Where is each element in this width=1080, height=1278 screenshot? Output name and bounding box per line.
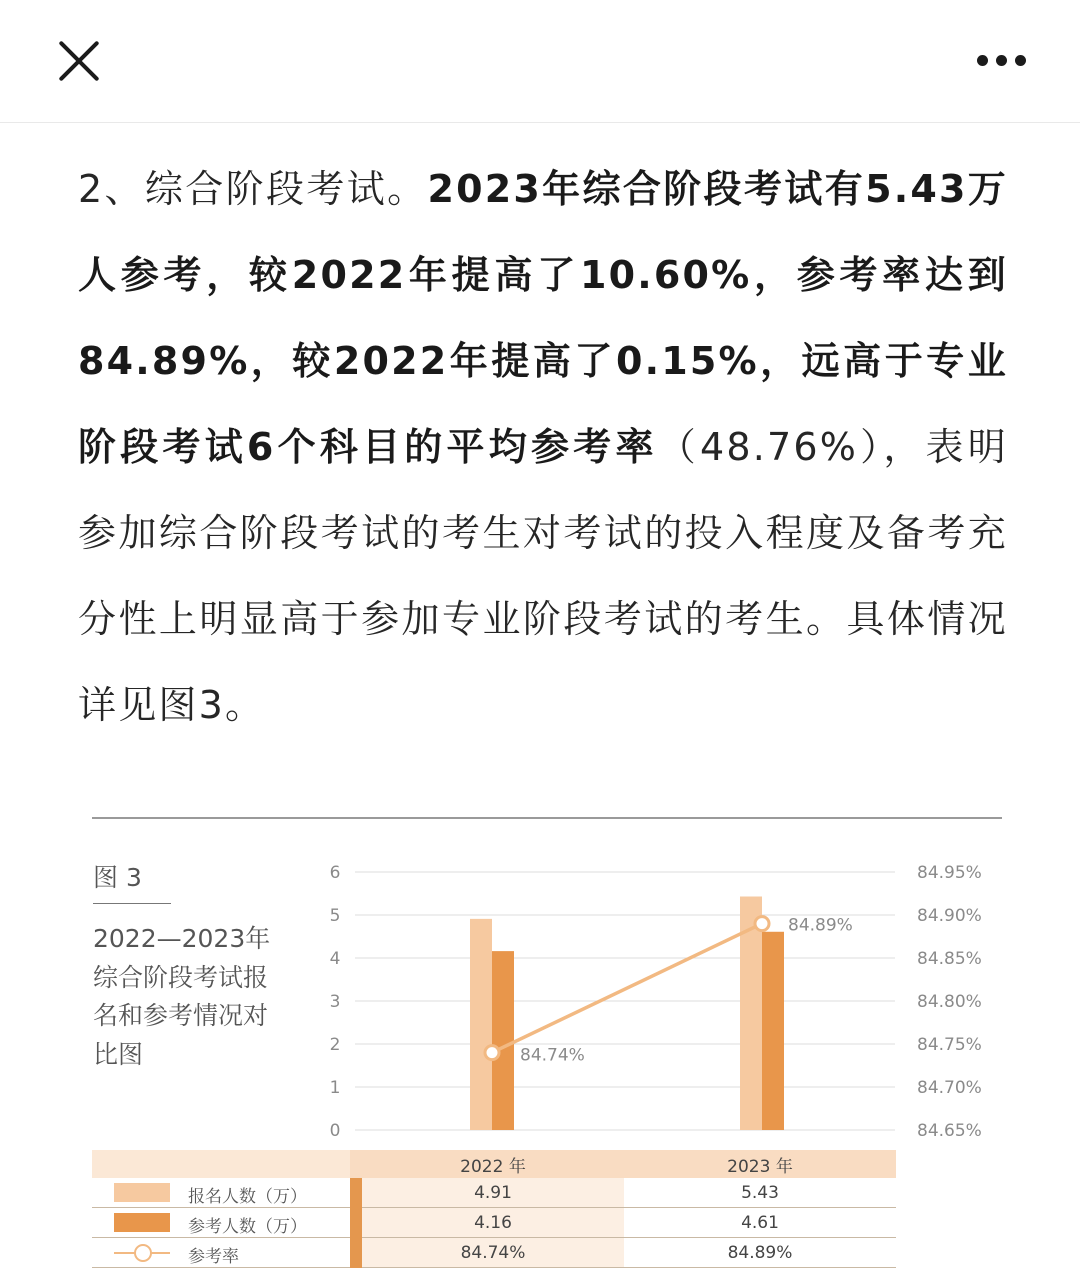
legend-cell — [92, 1208, 350, 1238]
right-tick-label: 84.85% — [917, 949, 982, 969]
left-tick-label: 4 — [329, 949, 341, 969]
table-separator — [350, 1178, 362, 1208]
article-paragraph — [78, 146, 1008, 748]
table-cell: 4.91 — [362, 1178, 624, 1208]
close-icon[interactable] — [56, 38, 102, 84]
right-tick-label: 84.70% — [917, 1078, 982, 1098]
legend-swatch-attended — [114, 1213, 170, 1232]
more-dots-icon[interactable] — [972, 50, 1032, 72]
table-separator — [350, 1208, 362, 1238]
bar-attended — [762, 932, 784, 1130]
table-row — [92, 1238, 896, 1268]
table-cell: 84.74% — [362, 1238, 624, 1268]
table-cell: 5.43 — [624, 1178, 896, 1208]
table-cell: 4.61 — [624, 1208, 896, 1238]
right-tick-label: 84.90% — [917, 906, 982, 926]
figure-title: 2022—2023年综合阶段考试报名和参考情况对比图 — [93, 924, 271, 1069]
top-bar — [0, 0, 1080, 123]
left-tick-label: 1 — [329, 1078, 341, 1098]
left-tick-label: 0 — [329, 1121, 341, 1141]
row-label: 参考人数（万） — [188, 1217, 307, 1237]
right-tick-label: 84.80% — [917, 992, 982, 1012]
table-corner — [92, 1150, 350, 1178]
table-cell: 84.89% — [624, 1238, 896, 1268]
legend-swatch-registered — [114, 1183, 170, 1202]
rate-line — [492, 924, 762, 1053]
left-tick-label: 5 — [329, 906, 341, 926]
legend-swatch-rate — [114, 1252, 170, 1254]
table-header-row — [92, 1150, 896, 1178]
rate-point — [485, 1046, 499, 1060]
paragraph-intro: 2、综合阶段考试。 — [78, 167, 428, 211]
right-tick-label: 84.65% — [917, 1121, 982, 1141]
data-table — [92, 1150, 896, 1268]
legend-cell — [92, 1178, 350, 1208]
row-label: 参考率 — [188, 1247, 239, 1267]
figure-number: 图 3 — [93, 863, 142, 892]
table-row — [92, 1178, 896, 1208]
table-separator — [350, 1150, 362, 1178]
right-tick-label: 84.95% — [917, 863, 982, 883]
table-row — [92, 1208, 896, 1238]
table-header-2022: 2022 年 — [362, 1150, 624, 1178]
figure-3 — [0, 800, 1080, 1278]
right-tick-label: 84.75% — [917, 1035, 982, 1055]
bar-registered — [470, 919, 492, 1130]
rate-data-label: 84.74% — [520, 1045, 585, 1066]
table-separator — [350, 1238, 362, 1268]
table-cell: 4.16 — [362, 1208, 624, 1238]
rate-point — [755, 917, 769, 931]
left-tick-label: 6 — [329, 863, 341, 883]
combo-chart — [0, 800, 1080, 1150]
paragraph-bold: 2023年综合阶段考试有5.43万人参考，较2022年提高了10.60%，参考率达到84.89%，较2022年提高了0.15%，远高于专业阶段考试6个科目的平均参考率 — [78, 167, 1009, 469]
paragraph-rest: （48.76%），表明参加综合阶段考试的考生对考试的投入程度及备考充分性上明显高于参加专业阶段考试的考生。具体情况详见图3。 — [78, 425, 1008, 727]
rate-data-label: 84.89% — [788, 915, 853, 936]
left-tick-label: 2 — [329, 1035, 341, 1055]
table-header-2023: 2023 年 — [624, 1150, 896, 1178]
left-tick-label: 3 — [329, 992, 341, 1012]
legend-cell — [92, 1238, 350, 1268]
row-label: 报名人数（万） — [188, 1187, 307, 1207]
bar-attended — [492, 951, 514, 1130]
